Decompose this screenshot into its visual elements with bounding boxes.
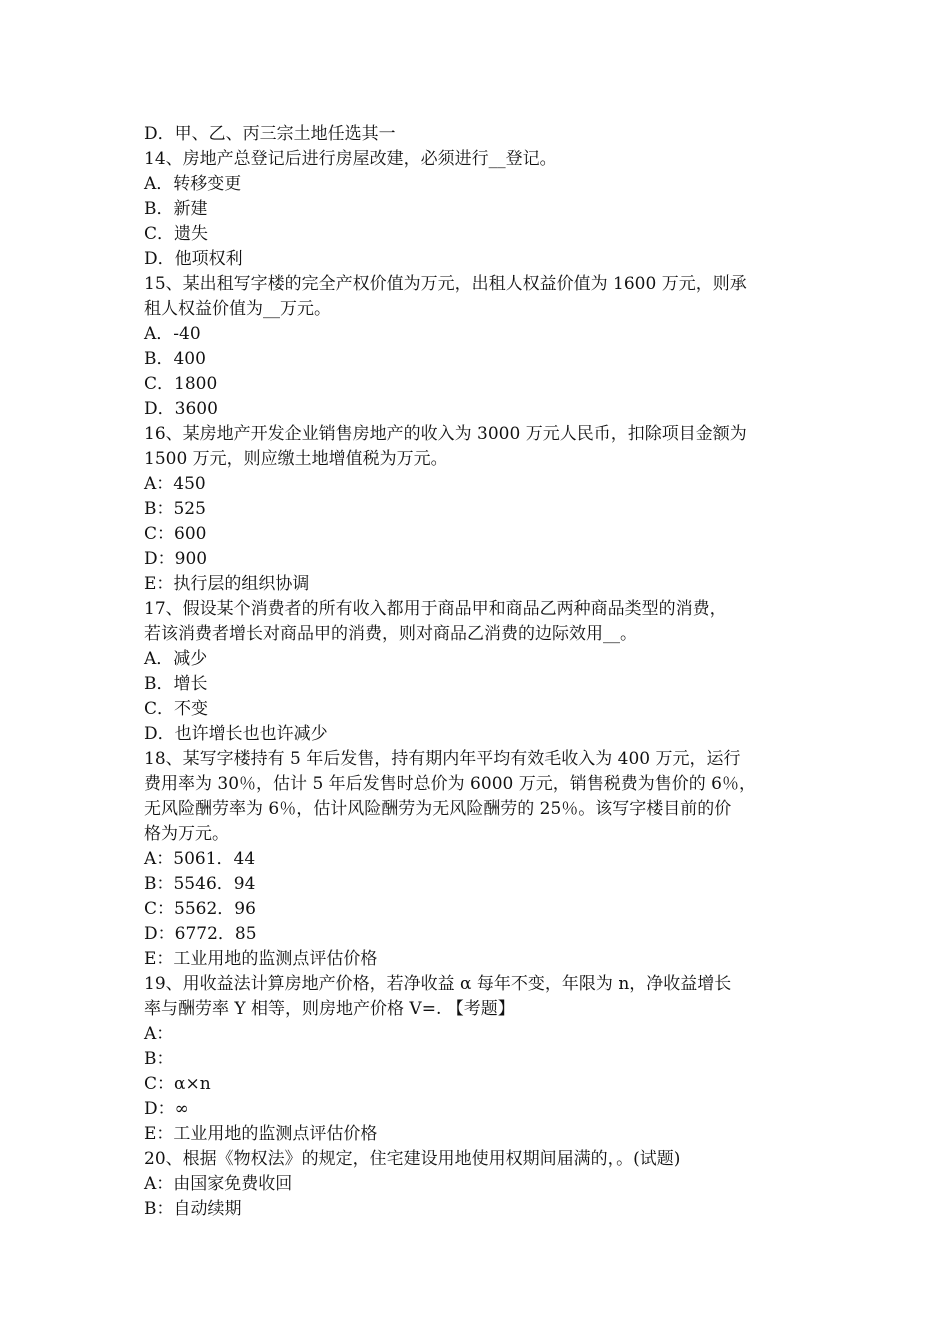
answer-option: E：工业用地的监测点评估价格 bbox=[144, 1124, 378, 1144]
answer-option: C．不变 bbox=[144, 699, 209, 719]
answer-option: B．400 bbox=[144, 349, 206, 369]
answer-option: D：6772．85 bbox=[144, 924, 257, 944]
answer-option: C．遗失 bbox=[144, 224, 209, 244]
answer-option: A：5061．44 bbox=[144, 849, 256, 869]
question-text-line: 费用率为 30％，估计 5 年后发售时总价为 6000 万元，销售税费为售价的 6％， bbox=[144, 774, 756, 794]
answer-option: A．-40 bbox=[144, 324, 201, 344]
answer-option: D：∞ bbox=[144, 1099, 189, 1119]
question-text-line: 若该消费者增长对商品甲的消费，则对商品乙消费的边际效用__。 bbox=[144, 624, 637, 644]
answer-option: D：900 bbox=[144, 549, 208, 569]
question-text-line: 格为万元。 bbox=[144, 824, 229, 844]
answer-option: B：525 bbox=[144, 499, 206, 519]
answer-option: D．他项权利 bbox=[144, 249, 243, 269]
question-text-line: 1500 万元，则应缴土地增值税为万元。 bbox=[144, 449, 448, 469]
question-text-line: 无风险酬劳率为 6％，估计风险酬劳为无风险酬劳的 25％。该写字楼目前的价 bbox=[144, 799, 732, 819]
answer-option: A：由国家免费收回 bbox=[144, 1174, 293, 1194]
answer-option: E：执行层的组织协调 bbox=[144, 574, 310, 594]
question-text-line: 17、假设某个消费者的所有收入都用于商品甲和商品乙两种商品类型的消费， bbox=[144, 599, 727, 619]
answer-option: A：450 bbox=[144, 474, 206, 494]
page-body bbox=[144, 122, 812, 1222]
answer-option: B：自动续期 bbox=[144, 1199, 242, 1219]
answer-option: C：5562．96 bbox=[144, 899, 256, 919]
answer-option: B．新建 bbox=[144, 199, 208, 219]
answer-option: B：5546．94 bbox=[144, 874, 256, 894]
answer-option: C．1800 bbox=[144, 374, 218, 394]
answer-option: D．3600 bbox=[144, 399, 218, 419]
question-text-line: 14、房地产总登记后进行房屋改建，必须进行__登记。 bbox=[144, 149, 557, 169]
answer-option: C：600 bbox=[144, 524, 207, 544]
question-text-line: 19、用收益法计算房地产价格，若净收益 α 每年不变，年限为 n，净收益增长 bbox=[144, 974, 732, 994]
question-text-line: 租人权益价值为__万元。 bbox=[144, 299, 331, 319]
answer-option: D．甲、乙、丙三宗土地任选其一 bbox=[144, 124, 396, 144]
answer-option: E：工业用地的监测点评估价格 bbox=[144, 949, 378, 969]
answer-option: A．减少 bbox=[144, 649, 208, 669]
answer-option: C：α×n bbox=[144, 1074, 211, 1094]
answer-option: B： bbox=[144, 1049, 174, 1069]
answer-option: B．增长 bbox=[144, 674, 208, 694]
answer-option: A．转移变更 bbox=[144, 174, 242, 194]
question-text-line: 20、根据《物权法》的规定，住宅建设用地使用权期间届满的，。(试题) bbox=[144, 1149, 681, 1169]
question-text-line: 18、某写字楼持有 5 年后发售，持有期内年平均有效毛收入为 400 万元，运行 bbox=[144, 749, 741, 769]
question-text-line: 16、某房地产开发企业销售房地产的收入为 3000 万元人民币，扣除项目金额为 bbox=[144, 424, 747, 444]
answer-option: A： bbox=[144, 1024, 174, 1044]
question-text-line: 15、某出租写字楼的完全产权价值为万元，出租人权益价值为 1600 万元，则承 bbox=[144, 274, 747, 294]
question-text-line: 率与酬劳率 Y 相等，则房地产价格 V=. 【考题】 bbox=[144, 999, 515, 1019]
answer-option: D．也许增长也也许减少 bbox=[144, 724, 328, 744]
